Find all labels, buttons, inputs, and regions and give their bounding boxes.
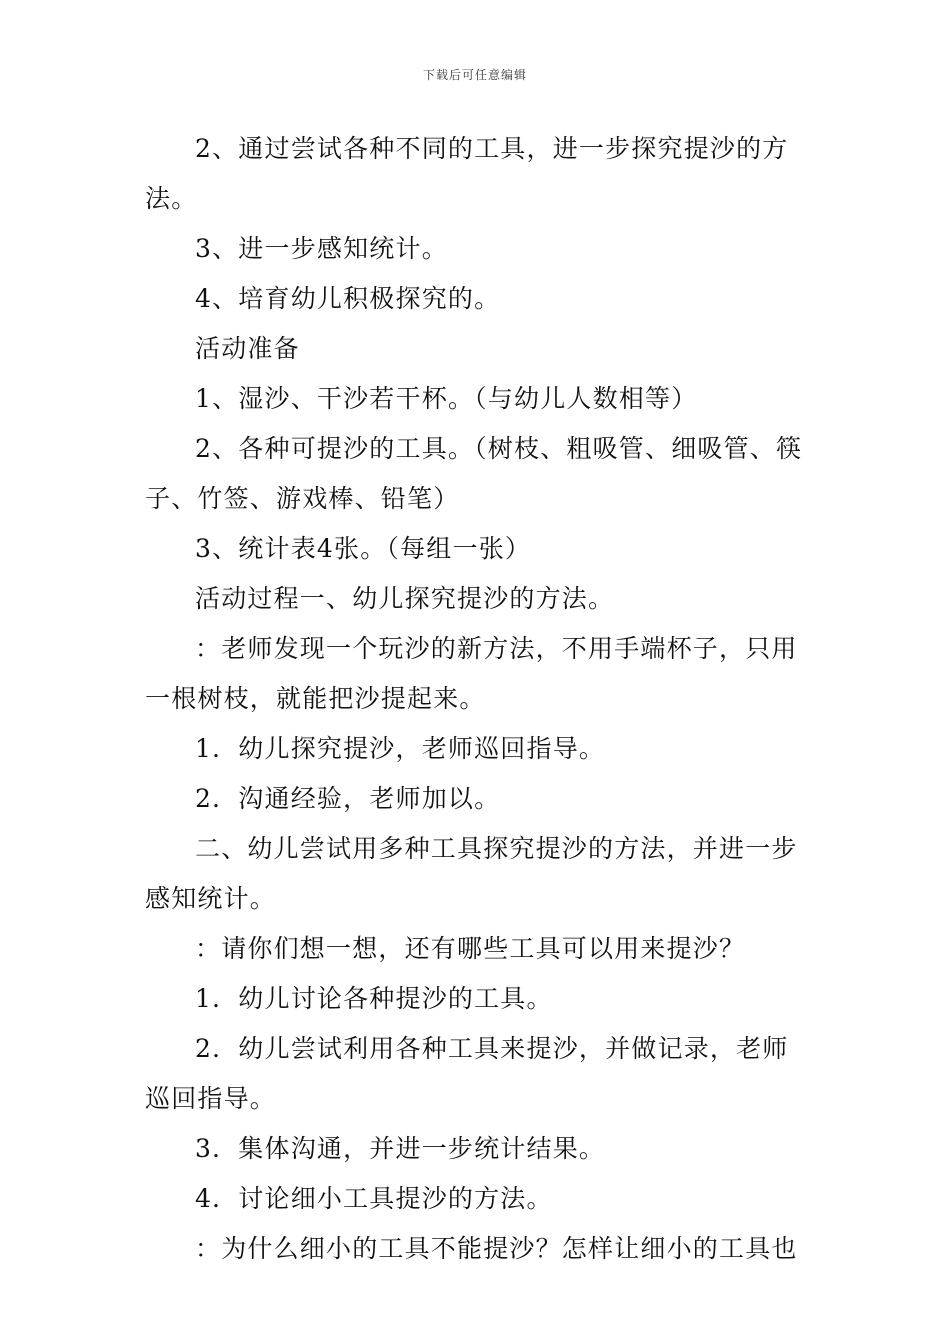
section-heading: 二、幼儿尝试用多种工具探究提沙的方法，并进一步感知统计。 (145, 834, 798, 913)
paragraph: ：为什么细小的工具不能提沙？怎样让细小的工具也 (195, 1234, 798, 1263)
paragraph: 3、统计表4张。（每组一张） (195, 534, 532, 563)
paragraph: 4．讨论细小工具提沙的方法。 (195, 1184, 553, 1213)
section-heading: 活动过程一、幼儿探究提沙的方法。 (195, 584, 615, 613)
paragraph: 2．幼儿尝试利用各种工具来提沙，并做记录，老师巡回指导。 (145, 1034, 789, 1113)
paragraph: 2、各种可提沙的工具。（树枝、粗吸管、细吸管、筷子、竹签、游戏棒、铅笔） (145, 434, 803, 513)
page-header-note: 下载后可任意编辑 (422, 68, 527, 82)
paragraph: 2、通过尝试各种不同的工具，进一步探究提沙的方法。 (145, 134, 789, 213)
paragraph: 4、培育幼儿积极探究的。 (195, 284, 501, 313)
paragraph: 1、湿沙、干沙若干杯。（与幼儿人数相等） (195, 384, 698, 413)
paragraph: 3、进一步感知统计。 (195, 234, 448, 263)
paragraph: 2．沟通经验，老师加以。 (195, 784, 501, 813)
paragraph: 1．幼儿讨论各种提沙的工具。 (195, 984, 553, 1013)
paragraph: 3．集体沟通，并进一步统计结果。 (195, 1134, 606, 1163)
paragraph: ：请你们想一想，还有哪些工具可以用来提沙？ (195, 934, 746, 963)
paragraph: ：老师发现一个玩沙的新方法，不用手端杯子，只用一根树枝，就能把沙提起来。 (145, 634, 798, 713)
paragraph: 1．幼儿探究提沙，老师巡回指导。 (195, 734, 606, 763)
document-body (145, 124, 811, 1274)
section-heading: 活动准备 (195, 334, 300, 363)
